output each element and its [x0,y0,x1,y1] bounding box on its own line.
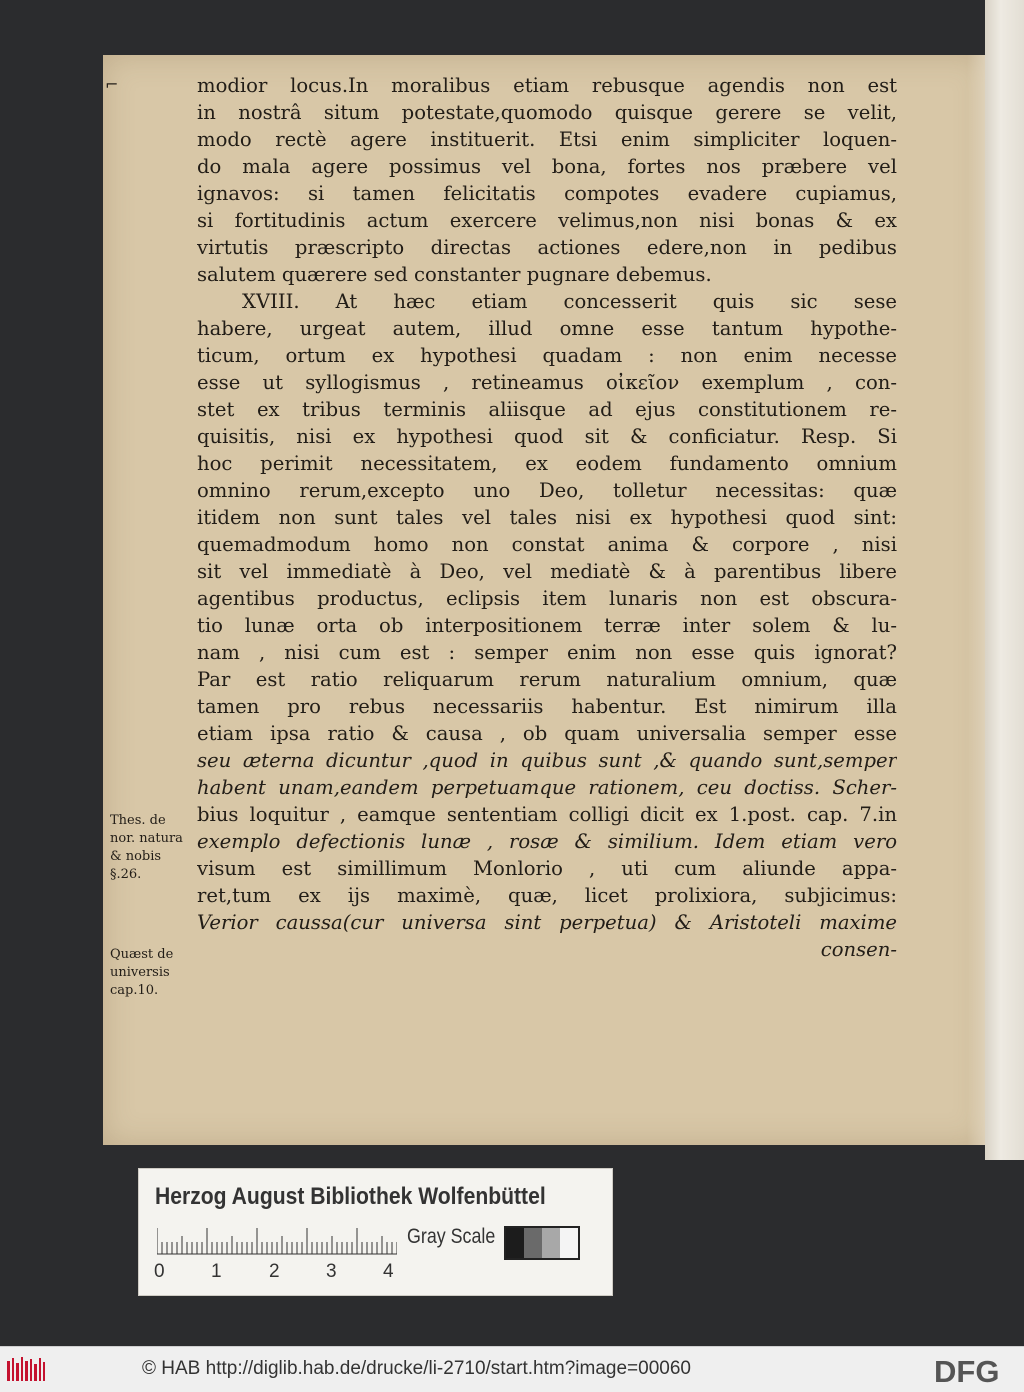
library-label-card [138,1168,613,1296]
text-line: hoc perimit necessitatem, ex eodem fundamento omnium [197,452,897,475]
gray-swatch [542,1228,560,1258]
text-line: tio lunæ orta ob interpositionem terræ inter solem & lu- [197,614,897,637]
text-line: exemplo defectionis lunæ , rosæ & similium. Idem etiam vero [197,830,897,853]
margin-mark: ⌐ [105,75,119,94]
text-line: in nostrâ situm potestate,quomodo quisque gerere se velit, [197,101,897,124]
marginal-note-line: & nobis [110,849,162,864]
ruler-digit: 2 [269,1261,280,1282]
text-line: si fortitudinis actum exercere velimus,non nisi bonas & ex [197,209,897,232]
marginal-note-line: nor. natura [110,831,183,846]
dfg-logo-icon [932,1355,1016,1385]
text-line: nam , nisi cum est : semper enim non esse quis ignorat? [197,641,897,664]
text-line: modior locus.In moralibus etiam rebusque agendis non est [197,74,897,97]
marginal-note-line: cap.10. [110,983,159,998]
ruler-digit: 0 [154,1261,165,1282]
text-line: virtutis præscripto directas actiones edere,non in pedibus [197,236,897,259]
catchword: consen- [820,938,897,961]
dfg-logo-text: DFG [934,1355,1000,1385]
text-line: ticum, ortum ex hypothesi quadam : non enim necesse [197,344,897,367]
text-line: tamen pro rebus necessariis habentur. Est nimirum illa [197,695,897,718]
text-line: quisitis, nisi ex hypothesi quod sit & conficiatur. Resp. Si [197,425,897,448]
marginal-note-quaest [110,946,194,1000]
text-line: habere, urgeat autem, illud omne esse tantum hypothe- [197,317,897,340]
ruler-digit: 4 [383,1261,394,1282]
text-line: itidem non sunt tales vel tales nisi ex hypothesi quod sint: [197,506,897,529]
text-line: seu æterna dicuntur ,quod in quibus sunt ,& quando sunt,semper [197,749,897,772]
text-line: bius loquitur , eamque sententiam colligi dicit ex 1.post. cap. 7.in [197,803,897,826]
marginal-note-line: Thes. de [110,813,166,828]
scan-background-strip [985,0,1024,1160]
marginal-note-line: Quæst de [110,947,174,962]
gray-swatch [524,1228,542,1258]
text-line: Verior caussa(cur universa sint perpetua) & Aristoteli maxime [197,911,897,934]
text-line: XVIII. At hæc etiam concesserit quis sic sese [242,290,897,313]
text-line: quemadmodum homo non constat anima & corpore , nisi [197,533,897,556]
library-title: Herzog August Bibliothek Wolfenbüttel [155,1183,546,1210]
ruler-digit: 1 [211,1261,222,1282]
marginal-note-line: universis [110,965,170,980]
text-line: agentibus productus, eclipsis item lunaris non est obscura- [197,587,897,610]
grayscale-swatches [504,1226,580,1260]
hab-logo-icon [6,1355,46,1383]
grayscale-label: Gray Scale [407,1225,496,1248]
marginal-note-line: §.26. [110,867,142,882]
text-line: stet ex tribus terminis aliisque ad ejus constitutionem re- [197,398,897,421]
text-line: ignavos: si tamen felicitatis compotes evadere cupiamus, [197,182,897,205]
page-text-block [197,72,897,963]
text-line: sit vel immediatè à Deo, vel mediatè & à parentibus libere [197,560,897,583]
text-line: modo rectè agere instituerit. Etsi enim simpliciter loquen- [197,128,897,151]
text-line: etiam ipsa ratio & causa , ob quam universalia semper esse [197,722,897,745]
text-line: do mala agere possimus vel bona, fortes nos præbere vel [197,155,897,178]
marginal-note-thes [110,812,194,884]
text-line: habent unam,eandem perpetuamque rationem, ceu doctiss. Scher- [197,776,897,799]
text-line: ret,tum ex ijs maximè, quæ, licet prolixiora, subjicimus: [197,884,897,907]
ruler-digit: 3 [326,1261,337,1282]
gray-swatch [506,1228,524,1258]
text-line: esse ut syllogismus , retineamus οἰκεῖον exemplum , con- [197,371,897,394]
text-line: visum est simillimum Monlorio , uti cum aliunde appa- [197,857,897,880]
text-line: Par est ratio reliquarum rerum naturalium omnium, quæ [197,668,897,691]
copyright-url-text[interactable]: © HAB http://diglib.hab.de/drucke/li-2710/start.htm?image=00060 [142,1358,691,1379]
text-line: salutem quærere sed constanter pugnare debemus. [197,263,712,286]
scale-ruler [157,1227,397,1255]
footer-bar [0,1346,1024,1392]
gray-swatch [560,1228,578,1258]
text-line: omnino rerum,excepto uno Deo, tolletur necessitas: quæ [197,479,897,502]
